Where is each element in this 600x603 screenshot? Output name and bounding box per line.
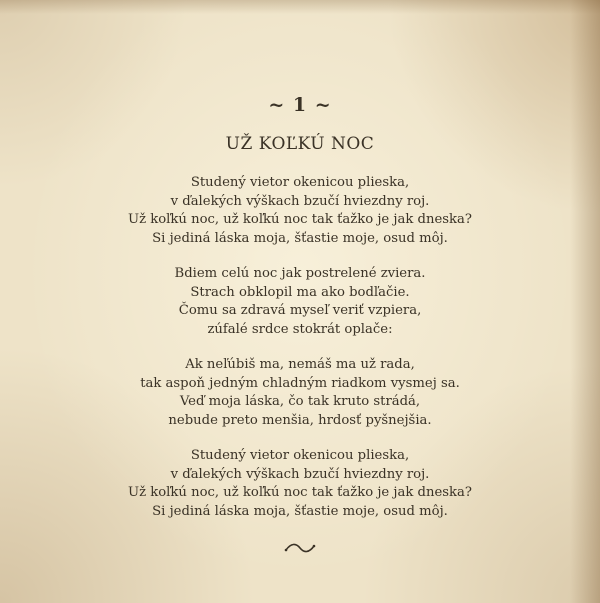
stanza-4 xyxy=(0,447,600,521)
poem-line: zúfalé srdce stokrát oplače: xyxy=(207,321,393,337)
page-edge-shadow-top xyxy=(0,0,600,14)
poem-line: nebude preto menšia, hrdosť pyšnejšia. xyxy=(168,412,432,428)
poem-line: Studený vietor okenicou plieska, xyxy=(190,175,410,190)
poem-block xyxy=(0,92,600,555)
poem-line: v ďalekých výškach bzučí hviezdny roj. xyxy=(170,466,430,482)
poem-line: Čomu sa zdravá myseľ veriť vzpiera, xyxy=(178,303,422,318)
poem-line: Si jediná láska moja, šťastie moje, osud môj. xyxy=(152,503,448,519)
poem-line: Si jediná láska moja, šťastie moje, osud môj. xyxy=(152,230,448,246)
poem-line: Už koľkú noc, už koľkú noc tak ťažko je jak dneska? xyxy=(128,212,472,227)
poem-line: Studený vietor okenicou plieska, xyxy=(190,448,410,463)
poem-number: ~ 1 ~ xyxy=(268,94,332,116)
poem-line: Ak neľúbiš ma, nemáš ma už rada, xyxy=(185,357,415,372)
poem-line: Bdiem celú noc jak postrelené zviera. xyxy=(174,266,426,281)
stanza-1 xyxy=(0,174,600,248)
poem-line: Veď moja láska, čo tak kruto strádá, xyxy=(179,394,421,409)
tilde-ornament-icon xyxy=(283,541,317,555)
stanza-2 xyxy=(0,265,600,339)
poem-line: tak aspoň jedným chladným riadkom vysmej sa. xyxy=(140,375,460,391)
poem-line: Už koľkú noc, už koľkú noc tak ťažko je jak dneska? xyxy=(128,485,472,500)
stanza-3 xyxy=(0,356,600,430)
poem-line: Strach obklopil ma ako bodľačie. xyxy=(190,284,410,300)
poem-title: UŽ KOĽKÚ NOC xyxy=(225,134,375,154)
poem-stanzas xyxy=(0,174,600,521)
poem-line: v ďalekých výškach bzučí hviezdny roj. xyxy=(170,193,430,209)
